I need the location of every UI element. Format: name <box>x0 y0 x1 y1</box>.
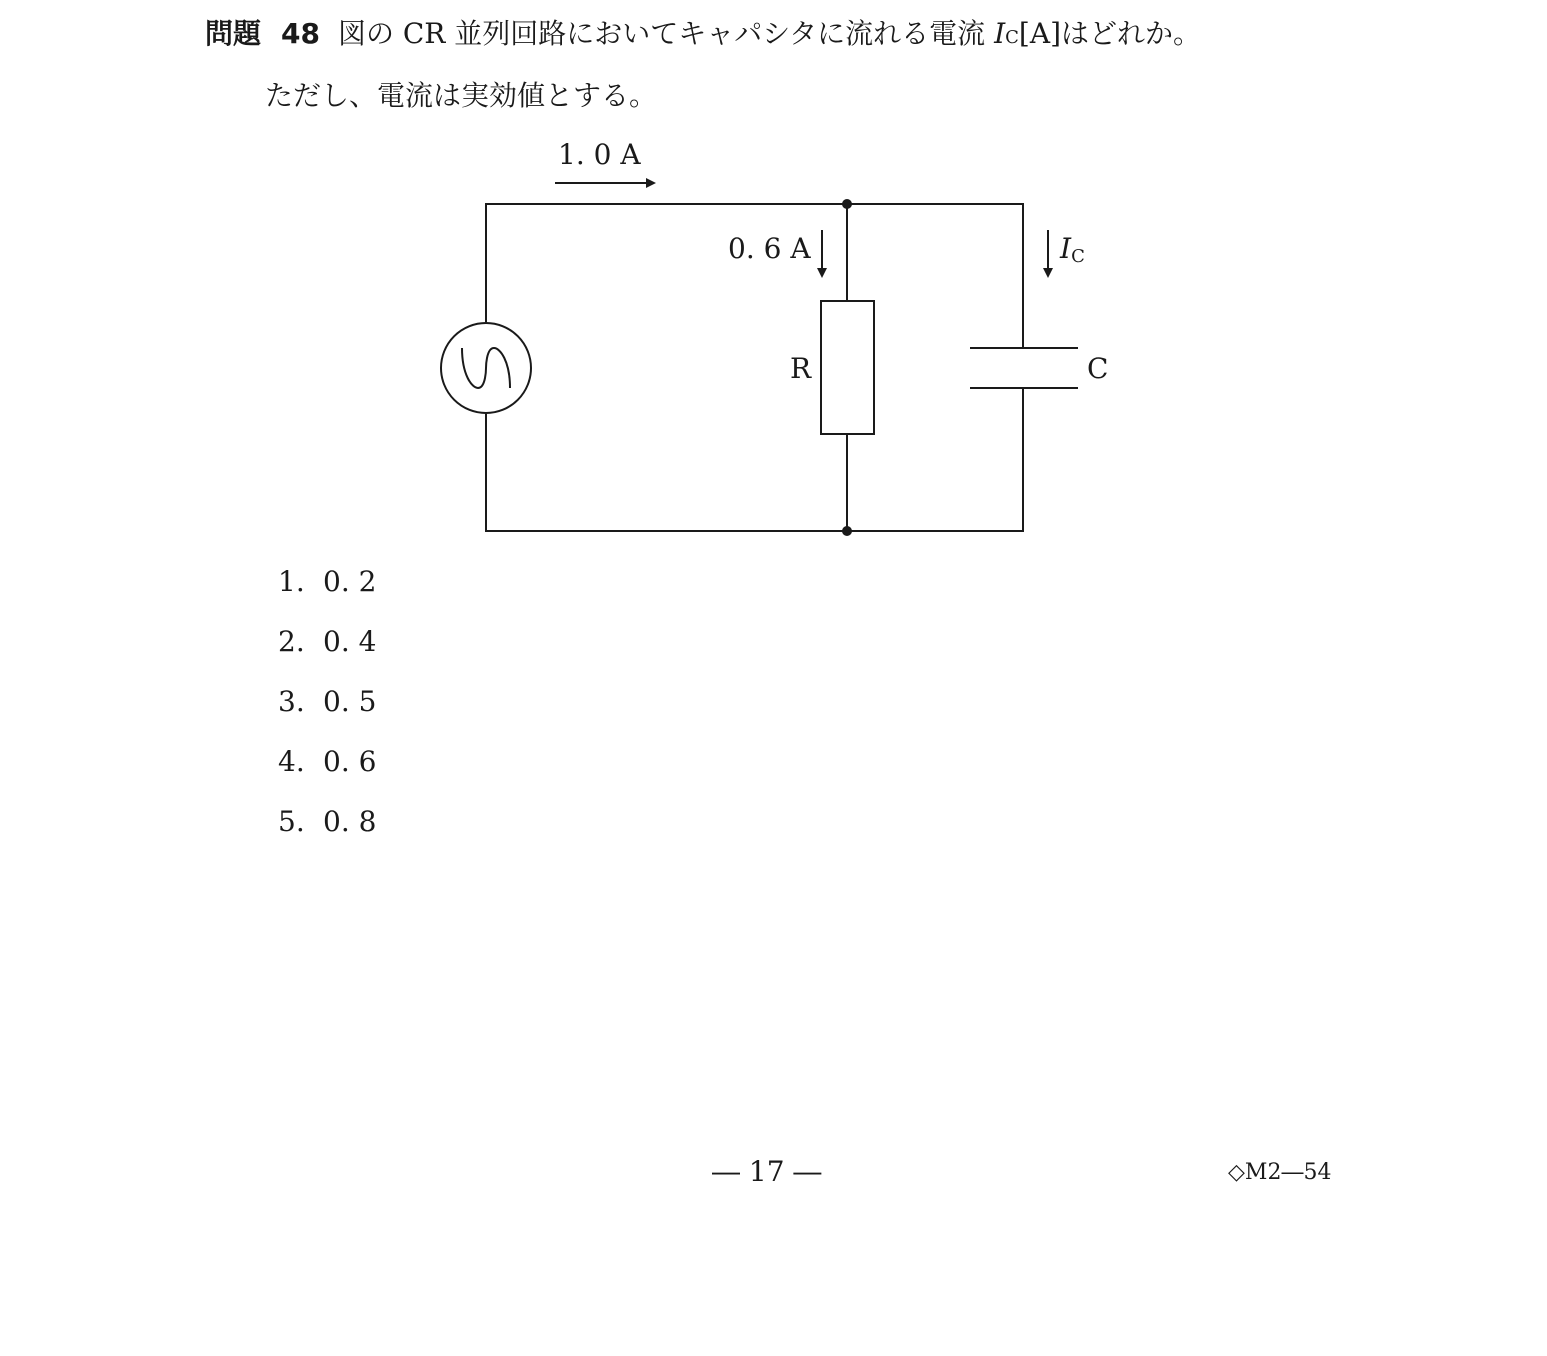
exam-code: ◇M2―54 <box>1228 1160 1332 1185</box>
answer-choice[interactable] <box>278 682 376 742</box>
question-current-subscript: C <box>1005 27 1019 48</box>
question-text-end: [A]はどれか。 <box>1018 17 1201 50</box>
circuit-wire-top <box>486 204 1023 348</box>
choice-number: 5. <box>278 805 305 838</box>
choice-value: 0. 8 <box>323 805 377 838</box>
capacitor-current-subscript: C <box>1071 246 1085 267</box>
question-current-letter: I <box>994 17 1006 50</box>
choice-value: 0. 4 <box>323 625 377 658</box>
capacitor-current-label <box>1059 232 1085 267</box>
question-number: 48 <box>281 17 320 50</box>
answer-choice[interactable] <box>278 622 376 682</box>
choice-value: 0. 6 <box>323 745 377 778</box>
resistor-symbol <box>821 301 874 434</box>
resistor-current-label: 0. 6 A <box>728 232 811 265</box>
circuit-wire-bottom <box>486 388 1023 531</box>
answer-choices <box>278 562 376 862</box>
choice-number: 4. <box>278 745 305 778</box>
page-number: ― 17 ― <box>712 1155 822 1188</box>
answer-choice[interactable] <box>278 562 376 622</box>
capacitor-current-letter: I <box>1060 232 1072 265</box>
capacitor-label: C <box>1087 352 1109 385</box>
question-text: 図の CR 並列回路においてキャパシタに流れる電流 <box>337 17 995 50</box>
answer-choice[interactable] <box>278 802 376 862</box>
resistor-label: R <box>790 352 812 385</box>
choice-number: 3. <box>278 685 305 718</box>
junction-dot-top <box>842 199 852 209</box>
choice-value: 0. 5 <box>323 685 377 718</box>
answer-choice[interactable] <box>278 742 376 802</box>
choice-number: 1. <box>278 565 305 598</box>
question-note: ただし、電流は実効値とする。 <box>265 79 658 112</box>
choice-value: 0. 2 <box>323 565 377 598</box>
junction-dot-bottom <box>842 526 852 536</box>
choice-number: 2. <box>278 625 305 658</box>
total-current-label: 1. 0 A <box>558 138 641 171</box>
question-label: 問題 <box>205 17 262 50</box>
